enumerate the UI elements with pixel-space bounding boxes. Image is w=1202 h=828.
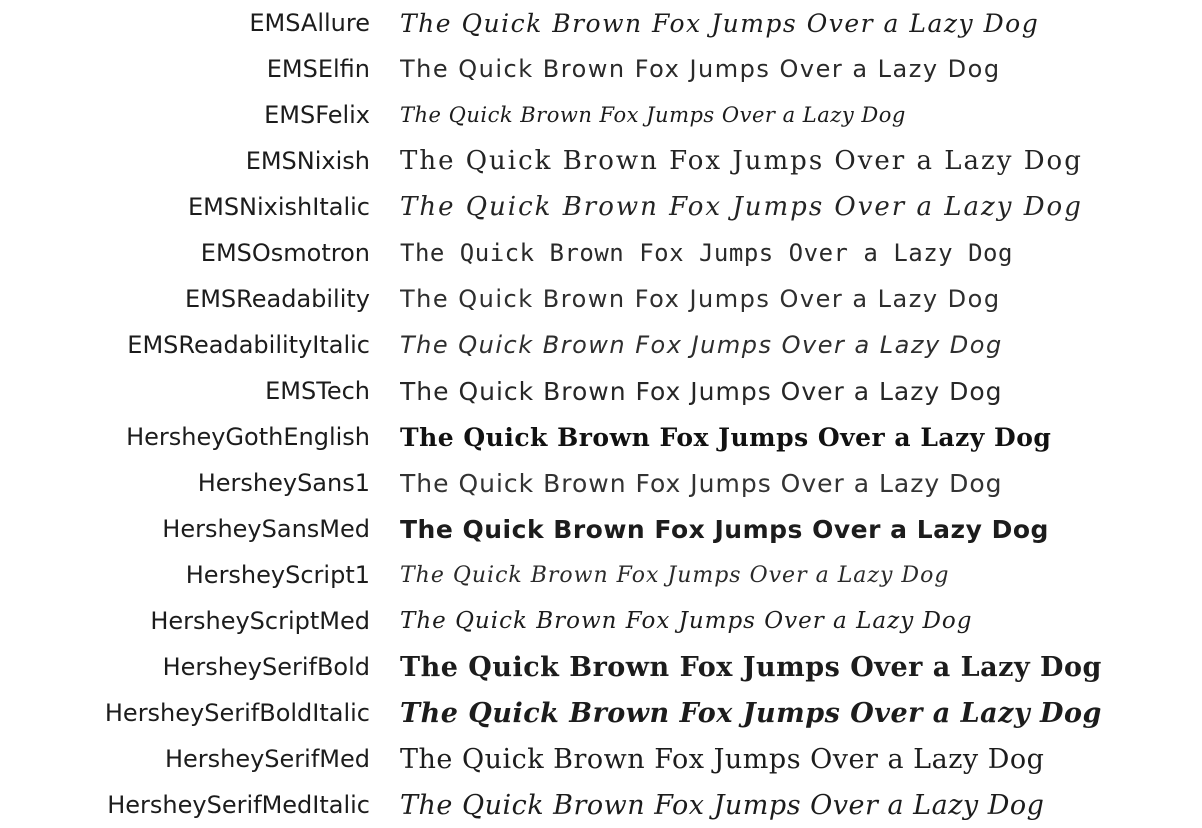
font-row [0, 644, 1202, 690]
font-name-label: EMSNixish [245, 147, 370, 175]
font-row [0, 552, 1202, 598]
font-row [0, 414, 1202, 460]
font-name-label: EMSNixishItalic [187, 193, 370, 221]
font-name-label: EMSElfin [266, 55, 370, 83]
font-sample-text: The Quick Brown Fox Jumps Over a Lazy Dog [400, 331, 1003, 359]
font-sample-text: The Quick Brown Fox Jumps Over a Lazy Dog [400, 697, 1102, 729]
font-name-label: EMSFelix [264, 101, 370, 129]
font-row [0, 736, 1202, 782]
font-row [0, 506, 1202, 552]
font-name-label: HersheyGothEnglish [126, 423, 370, 451]
font-row [0, 276, 1202, 322]
font-row [0, 368, 1202, 414]
font-name-label: HersheySerifMedItalic [107, 791, 370, 819]
font-sample-text: The Quick Brown Fox Jumps Over a Lazy Dog [400, 468, 1003, 498]
font-name-label: HersheySansMed [162, 515, 370, 543]
font-sample-text: The Quick Brown Fox Jumps Over a Lazy Dog [400, 8, 1040, 38]
font-name-label: HersheyScriptMed [150, 607, 370, 635]
font-name-label: EMSTech [265, 377, 370, 405]
font-row [0, 782, 1202, 828]
font-name-label: EMSReadabilityItalic [127, 331, 370, 359]
font-name-label: HersheyScript1 [185, 561, 370, 589]
font-sample-text: The Quick Brown Fox Jumps Over a Lazy Dog [400, 55, 1001, 83]
font-row [0, 460, 1202, 506]
font-sample-text: The Quick Brown Fox Jumps Over a Lazy Dog [400, 192, 1083, 222]
font-name-label: HersheySerifMed [164, 745, 370, 773]
font-name-label: EMSAllure [249, 9, 370, 37]
font-row [0, 138, 1202, 184]
font-row [0, 0, 1202, 46]
font-row [0, 230, 1202, 276]
font-name-label: EMSOsmotron [200, 239, 370, 267]
font-sample-text: The Quick Brown Fox Jumps Over a Lazy Dog [400, 146, 1083, 176]
font-sample-text: The Quick Brown Fox Jumps Over a Lazy Dog [400, 514, 1049, 544]
font-row [0, 92, 1202, 138]
font-row [0, 46, 1202, 92]
font-row [0, 690, 1202, 736]
font-sample-text: The Quick Brown Fox Jumps Over a Lazy Dog [400, 789, 1045, 821]
font-sample-text: The Quick Brown Fox Jumps Over a Lazy Dog [400, 422, 1052, 452]
font-sample-text: The Quick Brown Fox Jumps Over a Lazy Dog [400, 285, 1001, 313]
font-sample-text: The Quick Brown Fox Jumps Over a Lazy Dog [400, 562, 950, 588]
font-sample-text: The Quick Brown Fox Jumps Over a Lazy Dog [400, 103, 906, 127]
font-sample-text: The Quick Brown Fox Jumps Over a Lazy Dog [400, 651, 1102, 683]
font-sample-text: The Quick Brown Fox Jumps Over a Lazy Dog [400, 608, 973, 634]
font-row [0, 598, 1202, 644]
font-sample-text: The Quick Brown Fox Jumps Over a Lazy Dog [400, 376, 1003, 406]
font-name-label: HersheySerifBold [162, 653, 370, 681]
font-row [0, 184, 1202, 230]
font-row [0, 322, 1202, 368]
font-sample-text: The Quick Brown Fox Jumps Over a Lazy Dog [400, 743, 1045, 775]
font-name-label: HersheySans1 [197, 469, 370, 497]
font-name-label: HersheySerifBoldItalic [104, 699, 370, 727]
font-sample-text: The Quick Brown Fox Jumps Over a Lazy Dog [400, 239, 1013, 267]
font-name-label: EMSReadability [185, 285, 370, 313]
